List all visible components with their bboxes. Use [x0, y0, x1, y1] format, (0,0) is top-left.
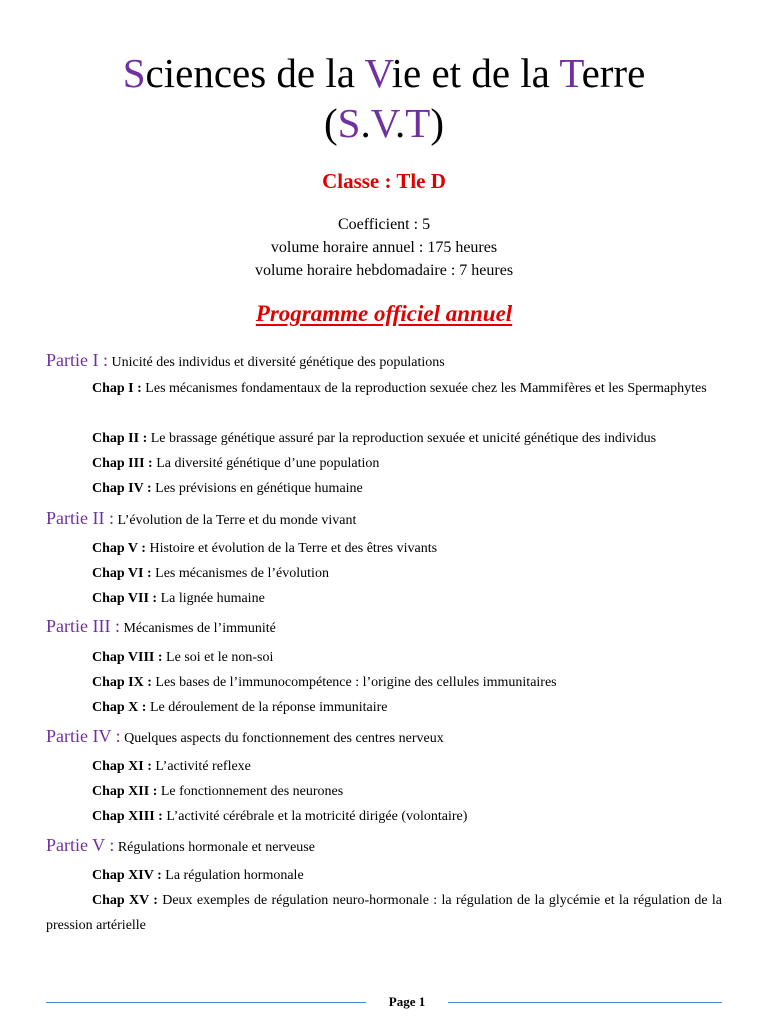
partie-heading	[46, 508, 722, 531]
title-segment: V	[364, 50, 392, 96]
partie-heading	[46, 616, 722, 639]
chapter-label: Chap XI :	[92, 759, 152, 774]
chapter-item	[46, 561, 722, 586]
chapter-title: La régulation hormonale	[161, 868, 304, 883]
chapter-label: Chap IX :	[92, 675, 152, 690]
chapter-item	[46, 586, 722, 611]
coefficient-text: Coefficient : 5	[337, 216, 431, 233]
title-line-1	[0, 50, 768, 96]
chapter-title: L’activité cérébrale et la motricité dirigée (volontaire)	[162, 809, 468, 824]
chapter-title: Histoire et évolution de la Terre et des êtres vivants	[145, 541, 438, 556]
title-segment: T	[405, 100, 431, 146]
programme-heading: Programme officiel annuel	[255, 301, 513, 326]
title-segment: ie et de la	[391, 50, 560, 96]
chapter-title: Deux exemples de régulation neuro-hormonale : la régulation de la glycémie et la régulation de la pression artérielle	[46, 893, 722, 933]
chapter-title: Le soi et le non-soi	[162, 650, 274, 665]
chapter-label: Chap I :	[92, 381, 142, 396]
chapter-title: Le brassage génétique assuré par la reproduction sexuée et unicité génétique des individus	[147, 431, 657, 446]
partie-heading	[46, 835, 722, 858]
weekly-hours-text: volume horaire hebdomadaire : 7 heures	[254, 262, 514, 279]
partie-label: Partie III :	[46, 616, 120, 636]
title-segment: T	[559, 50, 582, 96]
chapter-title: La diversité génétique d’une population	[152, 456, 380, 471]
partie-heading	[46, 726, 722, 749]
chapter-label: Chap XIV :	[92, 868, 162, 883]
partie-heading	[46, 350, 722, 373]
annual-hours-text: volume horaire annuel : 175 heures	[270, 239, 498, 256]
chapter-item	[46, 779, 722, 804]
chapter-item	[46, 804, 722, 829]
title-line-2	[0, 100, 768, 146]
chapter-label: Chap VII :	[92, 591, 158, 606]
chapter-title: Le fonctionnement des neurones	[157, 784, 344, 799]
title-segment: )	[430, 100, 444, 146]
chapter-item	[46, 426, 722, 451]
partie-label: Partie IV :	[46, 726, 121, 746]
chapter-label: Chap V :	[92, 541, 146, 556]
chapter-label: Chap VI :	[92, 566, 152, 581]
chapter-item	[46, 476, 722, 501]
title-segment: ciences de la	[145, 50, 365, 96]
chapter-item	[46, 451, 722, 476]
partie-label: Partie I :	[46, 350, 108, 370]
chapter-title: La lignée humaine	[157, 591, 265, 606]
chapter-title: L’activité reflexe	[151, 759, 251, 774]
footer-rule-right	[448, 1002, 722, 1003]
partie-title: Mécanismes de l’immunité	[119, 621, 276, 636]
chapter-label: Chap XII :	[92, 784, 158, 799]
title-segment: S	[337, 100, 361, 146]
chapter-label: Chap III :	[92, 456, 153, 471]
title-segment: erre	[581, 50, 646, 96]
chapter-title: Les mécanismes de l’évolution	[151, 566, 329, 581]
partie-title: Unicité des individus et diversité génétique des populations	[107, 355, 445, 370]
chapter-label: Chap XV :	[92, 893, 158, 908]
partie-title: L’évolution de la Terre et du monde vivant	[113, 513, 357, 528]
chapter-item	[46, 754, 722, 779]
chapter-title: Les bases de l’immunocompétence : l’origine des cellules immunitaires	[151, 675, 557, 690]
title-segment: S	[122, 50, 146, 96]
chapter-label: Chap XIII :	[92, 809, 163, 824]
chapter-title: Les prévisions en génétique humaine	[151, 481, 363, 496]
chapter-title: Les mécanismes fondamentaux de la reproduction sexuée chez les Mammifères et les Spermaphytes	[141, 381, 707, 396]
page-number: Page 1	[388, 994, 426, 1009]
chapter-item	[46, 863, 722, 888]
chapter-item	[46, 695, 722, 720]
chapter-item	[46, 376, 722, 401]
chapter-label: Chap IV :	[92, 481, 152, 496]
chapter-item	[46, 536, 722, 561]
chapter-item	[46, 670, 722, 695]
title-segment: (	[324, 100, 338, 146]
title-segment: .	[395, 100, 406, 146]
footer-rule-left	[46, 1002, 366, 1003]
partie-label: Partie V :	[46, 835, 115, 855]
chapter-title: Le déroulement de la réponse immunitaire	[146, 700, 388, 715]
partie-title: Quelques aspects du fonctionnement des centres nerveux	[120, 731, 444, 746]
partie-label: Partie II :	[46, 508, 114, 528]
chapter-label: Chap VIII :	[92, 650, 163, 665]
title-segment: .	[360, 100, 371, 146]
chapter-item	[46, 645, 722, 670]
title-segment: V	[370, 100, 396, 146]
chapter-label: Chap X :	[92, 700, 147, 715]
partie-title: Régulations hormonale et nerveuse	[114, 840, 315, 855]
chapter-item	[46, 888, 722, 938]
class-label: Classe : Tle D	[322, 169, 446, 193]
chapter-label: Chap II :	[92, 431, 148, 446]
